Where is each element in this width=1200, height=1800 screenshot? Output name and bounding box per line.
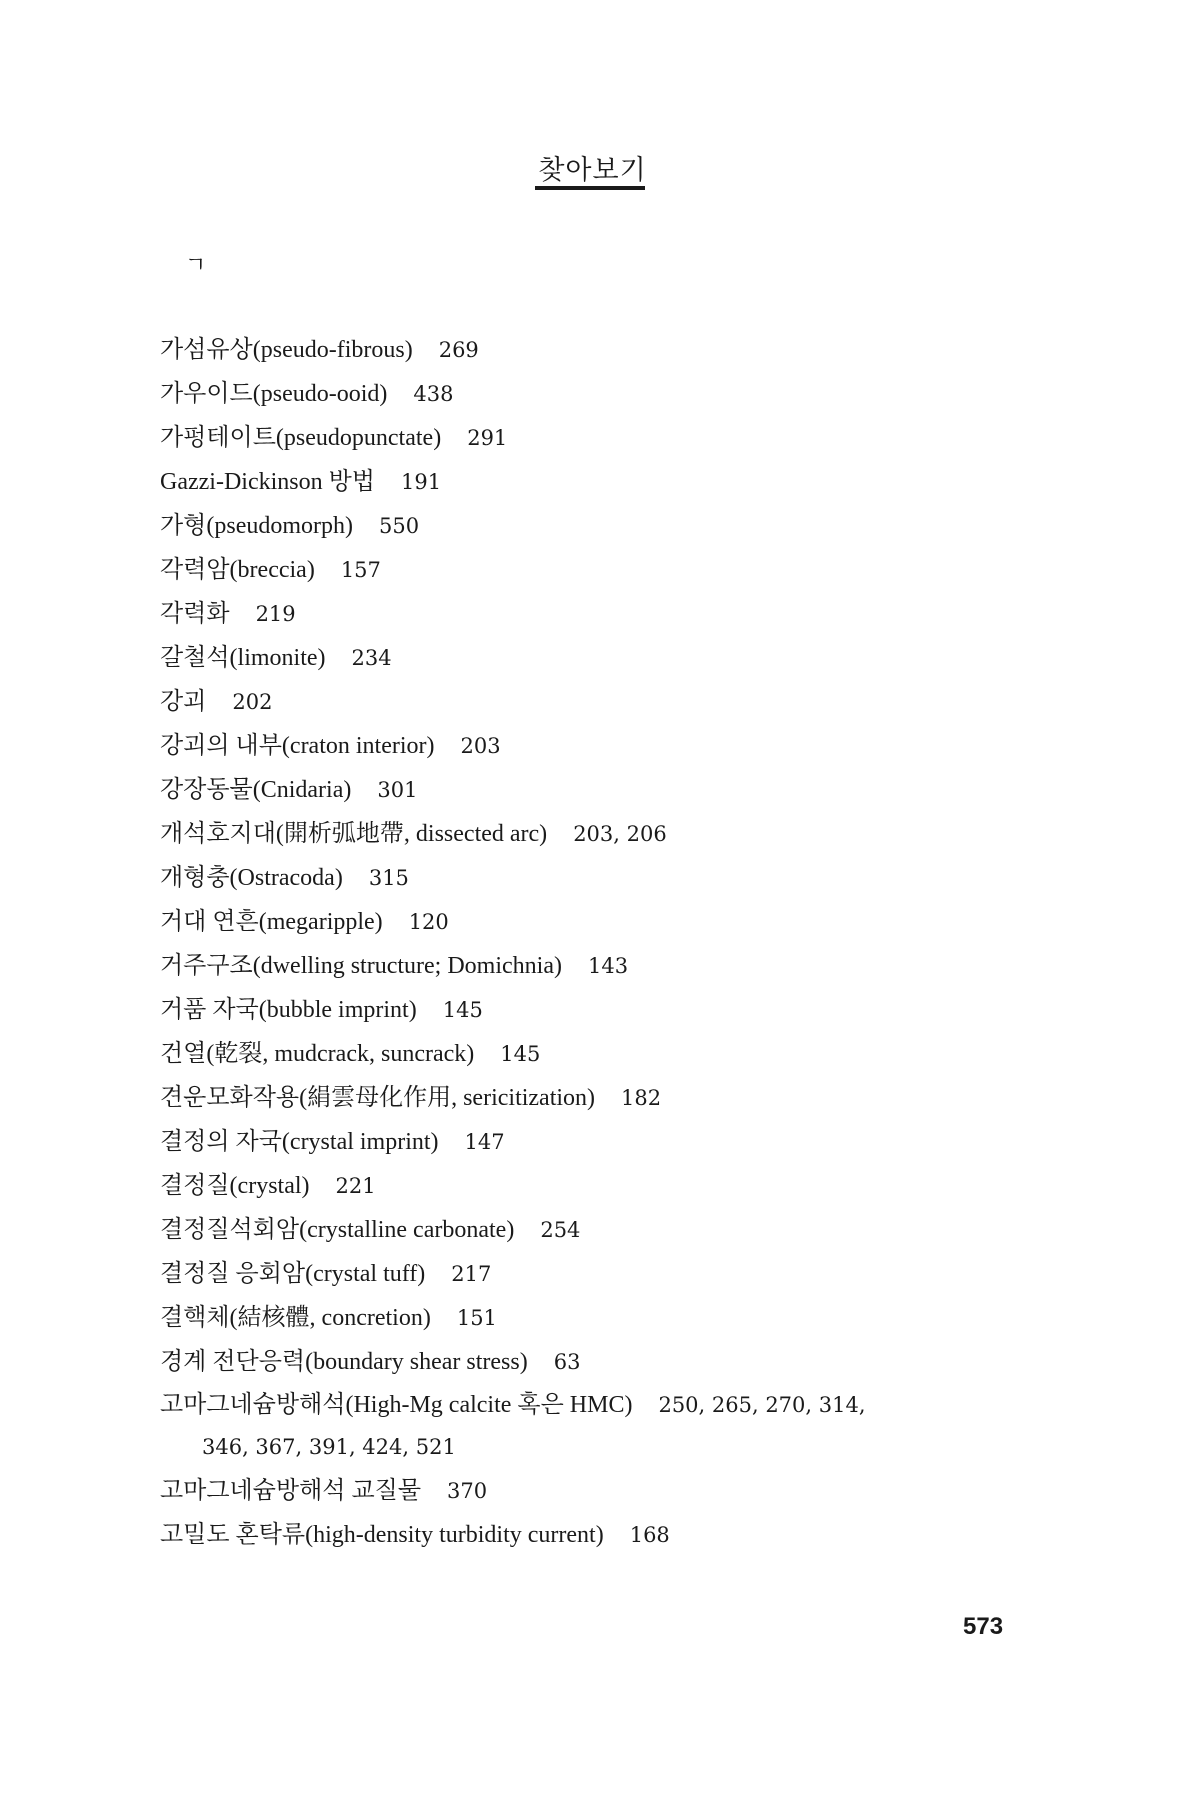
index-entry (160, 944, 1060, 988)
entry-pages: 63 (553, 1350, 581, 1374)
entry-term: 가펑테이트(pseudopunctate) (160, 425, 442, 451)
entry-term: 거대 연흔(megaripple) (160, 909, 383, 935)
entry-pages: 151 (456, 1306, 497, 1330)
entry-term: 거주구조(dwelling structure; Domichnia) (160, 953, 562, 979)
entry-term: 결정질 응회암(crystal tuff) (160, 1261, 426, 1287)
index-entry (160, 1384, 1060, 1469)
entry-term: 개형충(Ostracoda) (160, 865, 343, 891)
index-entry (160, 1076, 1060, 1120)
entry-term: 고마그네슘방해석(High-Mg calcite 혹은 HMC) (160, 1392, 633, 1418)
index-entry (160, 1252, 1060, 1296)
entry-term: 강괴 (160, 689, 207, 715)
entry-term: 결핵체(結核體, concretion) (160, 1305, 431, 1331)
entry-pages: 147 (464, 1130, 505, 1154)
entry-term: 견운모화작용(絹雲母化作用, sericitization) (160, 1085, 596, 1111)
entry-pages: 202 (232, 690, 273, 714)
entry-pages-continuation: 346, 367, 391, 424, 521 (202, 1435, 456, 1459)
entry-pages: 234 (351, 646, 392, 670)
entry-pages: 438 (413, 382, 454, 406)
entry-term: Gazzi-Dickinson 방법 (160, 469, 375, 495)
entry-term: 각력암(breccia) (160, 557, 315, 583)
entry-term: 결정질석회암(crystalline carbonate) (160, 1217, 515, 1243)
entry-term: 가우이드(pseudo-ooid) (160, 381, 388, 407)
index-entry (160, 1120, 1060, 1164)
entry-pages: 217 (451, 1262, 492, 1286)
entry-term: 가형(pseudomorph) (160, 513, 354, 539)
entry-pages: 182 (621, 1086, 662, 1110)
entry-term: 각력화 (160, 601, 230, 627)
index-entry (160, 548, 1060, 592)
page-number: 573 (963, 1613, 1004, 1640)
index-entry (160, 1340, 1060, 1384)
index-entry (160, 856, 1060, 900)
entry-pages: 315 (368, 866, 409, 890)
index-entry (160, 328, 1060, 372)
entry-pages: 145 (442, 998, 483, 1022)
title-underline (535, 186, 645, 190)
entry-term: 강괴의 내부(craton interior) (160, 733, 435, 759)
entry-term: 결정질(crystal) (160, 1173, 310, 1199)
index-entry (160, 372, 1060, 416)
index-entry (160, 680, 1060, 724)
index-entry (160, 1513, 1060, 1557)
index-entry (160, 504, 1060, 548)
page-title: 찾아보기 (538, 155, 647, 186)
entry-pages: 191 (400, 470, 442, 494)
entry-term: 결정의 자국(crystal imprint) (160, 1129, 439, 1155)
index-entry (160, 900, 1060, 944)
index-entry (160, 1296, 1060, 1340)
entry-pages: 203 (460, 734, 501, 758)
entry-term: 강장동물(Cnidaria) (160, 777, 352, 803)
entry-term: 고마그네슘방해석 교질물 (160, 1478, 422, 1504)
entry-term: 고밀도 혼탁류(high-density turbidity current) (160, 1522, 604, 1548)
index-entry (160, 812, 1060, 856)
index-entry-list (160, 328, 1060, 1557)
index-entry (160, 636, 1060, 680)
index-entry (160, 1469, 1060, 1513)
entry-pages: 550 (379, 514, 420, 538)
entry-pages: 145 (500, 1042, 541, 1066)
entry-pages: 168 (629, 1523, 670, 1547)
index-entry (160, 988, 1060, 1032)
entry-pages: 120 (408, 910, 449, 934)
entry-pages: 219 (255, 602, 296, 626)
entry-pages: 143 (587, 954, 629, 978)
entry-term: 갈철석(limonite) (160, 645, 326, 671)
index-entry (160, 1164, 1060, 1208)
entry-pages: 254 (540, 1218, 581, 1242)
index-entry (160, 724, 1060, 768)
index-entry (160, 768, 1060, 812)
entry-term: 거품 자국(bubble imprint) (160, 997, 417, 1023)
entry-pages: 301 (377, 778, 418, 802)
entry-pages: 221 (335, 1174, 376, 1198)
entry-term: 건열(乾裂, mudcrack, suncrack) (160, 1041, 475, 1067)
entry-pages: 291 (467, 426, 508, 450)
index-entry (160, 1032, 1060, 1076)
entry-pages: 157 (340, 558, 381, 582)
entry-pages: 269 (438, 338, 479, 362)
entry-pages: 250, 265, 270, 314, (658, 1393, 866, 1417)
entry-term: 경계 전단응력(boundary shear stress) (160, 1349, 528, 1375)
index-entry (160, 592, 1060, 636)
entry-pages: 370 (447, 1479, 488, 1503)
index-entry (160, 1208, 1060, 1252)
entry-term: 가섬유상(pseudo-fibrous) (160, 337, 413, 363)
entry-term: 개석호지대(開析弧地帶, dissected arc) (160, 821, 548, 847)
section-letter: ㄱ (185, 253, 207, 278)
entry-pages: 203, 206 (573, 822, 667, 846)
index-entry (160, 460, 1060, 504)
index-entry (160, 416, 1060, 460)
